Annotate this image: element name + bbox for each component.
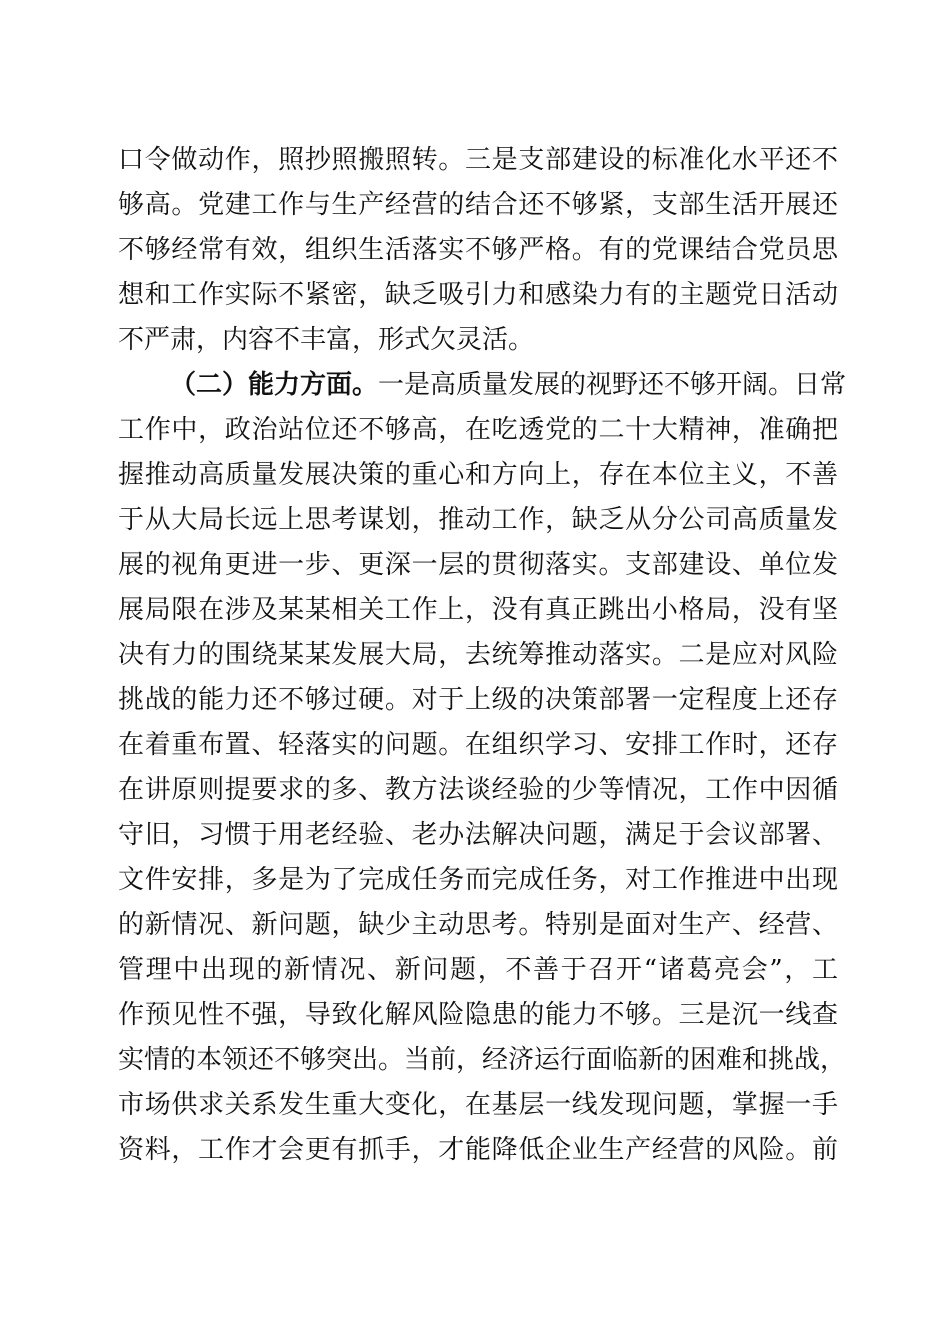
text-line-23: 资料，工作才会更有抓手，才能降低企业生产经营的风险。前 xyxy=(118,1135,838,1165)
text-line-15: 在讲原则提要求的多、教方法谈经验的少等情况，工作中因循 xyxy=(118,775,838,805)
text-line-21: 实情的本领还不够突出。当前，经济运行面临新的困难和挑战， xyxy=(118,1045,847,1075)
text-line-12: 决有力的围绕某某发展大局，去统筹推动落实。二是应对风险 xyxy=(118,640,838,670)
text-line-1: 口令做动作，照抄照搬照转。三是支部建设的标准化水平还不 xyxy=(118,145,838,175)
text-line-14: 在着重布置、轻落实的问题。在组织学习、安排工作时，还存 xyxy=(118,730,838,760)
text-line-19: 管理中出现的新情况、新问题，不善于召开“诸葛亮会”，工 xyxy=(118,955,838,985)
text-line-5: 不严肃，内容不丰富，形式欠灵活。 xyxy=(118,325,535,355)
text-line-4: 想和工作实际不紧密，缺乏吸引力和感染力有的主题党日活动 xyxy=(118,280,838,310)
text-line-18: 的新情况、新问题，缺少主动思考。特别是面对生产、经营、 xyxy=(118,910,838,940)
text-line-20: 作预见性不强，导致化解风险隐患的能力不够。三是沉一线查 xyxy=(118,1000,838,1030)
text-line-7: 工作中，政治站位还不够高，在吃透党的二十大精神，准确把 xyxy=(118,415,838,445)
text-line-13: 挑战的能力还不够过硬。对于上级的决策部署一定程度上还存 xyxy=(118,685,838,715)
text-line-16: 守旧，习惯于用老经验、老办法解决问题，满足于会议部署、 xyxy=(118,820,838,850)
text-line-2: 够高。党建工作与生产经营的结合还不够紧，支部生活开展还 xyxy=(118,190,838,220)
text-line-6: 一是高质量发展的视野还不够开阔。日常 xyxy=(378,370,847,400)
section-heading-line xyxy=(170,365,847,405)
text-line-17: 文件安排，多是为了完成任务而完成任务，对工作推进中出现 xyxy=(118,865,838,895)
text-line-3: 不够经常有效，组织生活落实不够严格。有的党课结合党员思 xyxy=(118,235,838,265)
text-line-10: 展的视角更进一步、更深一层的贯彻落实。支部建设、单位发 xyxy=(118,550,838,580)
text-line-9: 于从大局长远上思考谋划，推动工作，缺乏从分公司高质量发 xyxy=(118,505,838,535)
text-line-11: 展局限在涉及某某相关工作上，没有真正跳出小格局，没有坚 xyxy=(118,595,838,625)
text-line-22: 市场供求关系发生重大变化，在基层一线发现问题，掌握一手 xyxy=(118,1090,838,1120)
text-line-8: 握推动高质量发展决策的重心和方向上，存在本位主义，不善 xyxy=(118,460,838,490)
section-heading: （二）能力方面。 xyxy=(170,370,379,400)
